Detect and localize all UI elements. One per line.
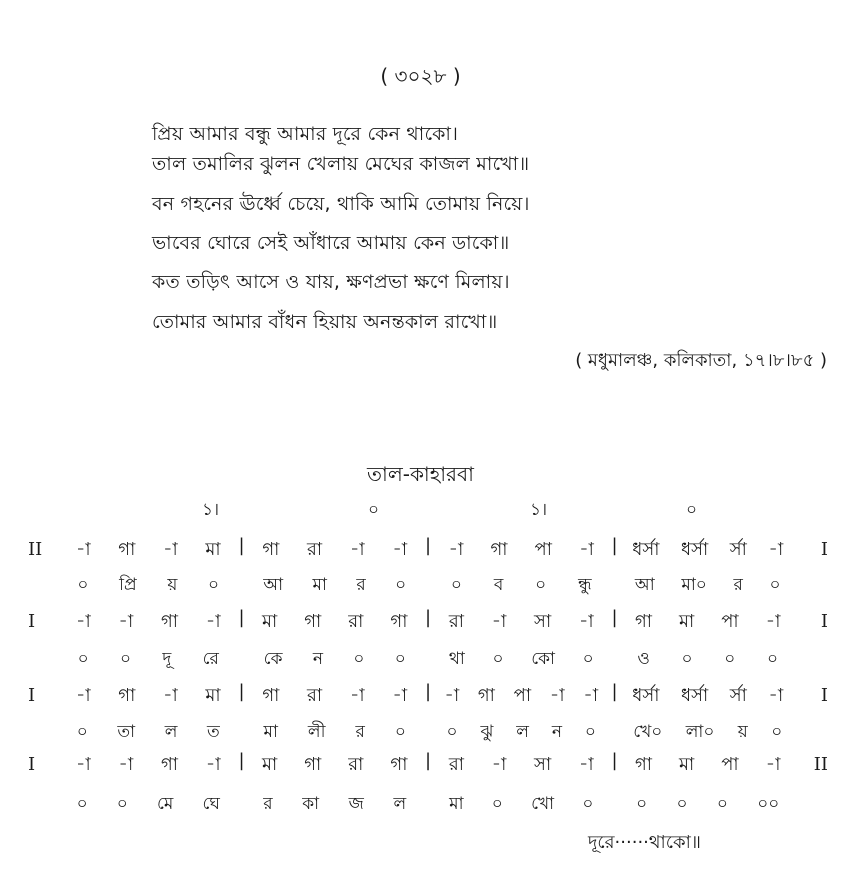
- lyric-syllable: ০: [76, 722, 88, 742]
- beat-separator: |: [424, 681, 432, 702]
- swara-note: গা: [390, 754, 408, 775]
- swara-note: -া: [349, 685, 365, 706]
- beat-group: [622, 572, 795, 600]
- lyric-syllable: ০: [584, 722, 596, 742]
- beat-group: [622, 791, 795, 819]
- beat-group: [62, 750, 235, 781]
- swara-row: [28, 750, 828, 781]
- lyric-syllable: ০: [716, 794, 728, 814]
- lyric-syllable: কো: [531, 649, 555, 669]
- bar-end-mark: II: [813, 754, 828, 775]
- beat-separator: [421, 646, 435, 674]
- beat-separator: [421, 791, 435, 819]
- beat-separator: [235, 646, 249, 674]
- swara-note: গা: [118, 685, 136, 706]
- lyric-syllable: ০: [676, 794, 688, 814]
- lyric-syllable: ঝু: [480, 722, 494, 742]
- swara-note: -া: [579, 539, 594, 560]
- beat-group: [622, 719, 795, 747]
- lyric-syllable: ও: [637, 649, 650, 669]
- lyric-syllable: ০: [120, 649, 132, 669]
- swara-note: ধর্সা: [681, 685, 709, 706]
- beat-group: [435, 646, 608, 674]
- swara-note: -া: [392, 685, 408, 706]
- beat-separator: |: [611, 535, 618, 556]
- swara-note: মা: [262, 754, 278, 775]
- beat-separator: |: [424, 750, 432, 771]
- poem-line: ভাবের ঘোরে সেই আঁধারে আমায় কেন ডাকো॥: [152, 232, 510, 254]
- lyric-syllable: ০: [582, 649, 594, 669]
- lyric-syllable: ০: [394, 722, 406, 742]
- swara-note: গা: [118, 539, 136, 560]
- beat-separator: |: [238, 607, 245, 628]
- lyric-syllable: কে: [263, 649, 283, 669]
- beat-separator: |: [611, 681, 618, 702]
- lyric-syllable: ০: [77, 575, 89, 595]
- lyric-syllable: আ: [634, 575, 655, 595]
- lyric-syllable: খে০: [633, 722, 663, 742]
- swara-note: -া: [162, 539, 178, 560]
- lyric-syllable: ০: [681, 649, 693, 669]
- lyric-syllable: ০: [353, 649, 365, 669]
- lyric-syllable: ০: [116, 794, 128, 814]
- beat-group: [435, 791, 608, 819]
- beat-mark: ০: [368, 500, 380, 520]
- swara-note: -া: [768, 685, 784, 706]
- lyric-syllable: ০: [535, 575, 547, 595]
- swara-note: পা: [721, 611, 739, 632]
- beat-group: [249, 791, 422, 819]
- beat-group: [435, 719, 608, 747]
- swara-note: -া: [768, 539, 784, 560]
- swara-note: -া: [75, 754, 91, 775]
- lyric-syllable: মা: [312, 575, 327, 595]
- beat-separator: [235, 791, 249, 819]
- swara-note: গা: [262, 685, 280, 706]
- lyric-syllable: ০: [446, 722, 458, 742]
- lyric-syllable: ০: [76, 794, 88, 814]
- beat-separator: [608, 572, 622, 600]
- swara-note: গা: [634, 754, 653, 775]
- lyric-syllable: ন: [312, 649, 323, 669]
- swara-note: -া: [491, 754, 507, 775]
- swara-note: -া: [765, 754, 781, 775]
- swara-note: -া: [75, 685, 91, 706]
- swara-note: -া: [448, 539, 464, 560]
- swara-note: গা: [634, 611, 653, 632]
- lyric-syllable: মা: [449, 794, 464, 814]
- swara-note: -া: [205, 754, 221, 775]
- beat-mark: ১।: [530, 500, 548, 520]
- swara-note: -া: [205, 611, 221, 632]
- swara-note: মা: [679, 754, 695, 775]
- beat-group: [62, 572, 235, 600]
- beat-separator: |: [424, 607, 432, 628]
- lyric-syllable: মে: [157, 794, 174, 814]
- swara-note: -া: [765, 611, 781, 632]
- swara-note: মা: [205, 685, 221, 706]
- beat-group: [62, 719, 235, 747]
- swara-note: -া: [392, 539, 408, 560]
- lyric-syllable: তা: [117, 722, 136, 742]
- beat-separator: [608, 791, 622, 819]
- beat-separator: [421, 572, 435, 600]
- lyric-syllable: ০: [767, 649, 779, 669]
- lyric-row: [28, 572, 828, 600]
- page-number: ( ৩০২৮ ): [380, 64, 461, 88]
- swara-note: গা: [304, 611, 322, 632]
- lyric-syllable: ত: [206, 722, 220, 742]
- swara-note: রা: [448, 611, 464, 632]
- poem-line: তোমার আমার বাঁধন হিয়ায় অনন্তকাল রাখো॥: [152, 311, 498, 333]
- swara-row: [28, 607, 828, 638]
- beat-group: [249, 719, 422, 747]
- swara-note: -া: [118, 754, 134, 775]
- lyric-syllable: ০: [491, 794, 503, 814]
- lyric-syllable: লী: [307, 722, 326, 742]
- beat-group: [622, 681, 795, 712]
- lyric-syllable: র: [733, 575, 743, 595]
- beat-separator: |: [238, 750, 245, 771]
- swara-row: [28, 681, 828, 712]
- lyric-syllable: মা: [263, 722, 278, 742]
- lyric-syllable: থা: [448, 649, 465, 669]
- swara-note: -া: [444, 685, 460, 706]
- swara-note: ধর্সা: [632, 539, 660, 560]
- swara-note: -া: [349, 539, 365, 560]
- swara-note: র্সা: [729, 539, 747, 560]
- beat-separator: |: [611, 750, 618, 771]
- swara-note: -া: [583, 685, 599, 706]
- beat-group: [62, 791, 235, 819]
- beat-separator: [608, 719, 622, 747]
- tala-title: তাল-কাহারবা: [367, 462, 474, 486]
- lyric-syllable: প্রি: [119, 575, 137, 595]
- swara-note: -া: [491, 611, 507, 632]
- swara-note: রা: [307, 539, 323, 560]
- beat-group: [62, 535, 235, 566]
- poem-line: প্রিয় আমার বন্ধু আমার দূরে কেন থাকো।: [152, 123, 459, 145]
- beat-separator: [235, 719, 249, 747]
- swara-note: গা: [304, 754, 322, 775]
- lyric-syllable: ০: [582, 794, 594, 814]
- beat-separator: [235, 572, 249, 600]
- lyric-syllable: ঘে: [202, 794, 220, 814]
- lyric-syllable: জ: [348, 794, 364, 814]
- swara-note: গা: [262, 539, 280, 560]
- lyric-syllable: ০: [450, 575, 462, 595]
- bar-end-mark: I: [820, 685, 828, 706]
- lyric-syllable: ০: [395, 575, 407, 595]
- beat-group: [249, 646, 422, 674]
- bar-end-mark: I: [820, 539, 828, 560]
- poem-line: বন গহনের ঊর্ধ্বে চেয়ে, থাকি আমি তোমায় নিয়ে।: [152, 193, 530, 215]
- lyric-row: [28, 791, 828, 819]
- swara-note: গা: [490, 539, 508, 560]
- beat-group: [62, 607, 235, 638]
- swara-note: ধর্সা: [681, 539, 709, 560]
- swara-note: পা: [721, 754, 739, 775]
- lyric-syllable: ০: [394, 649, 406, 669]
- lyric-syllable: র: [263, 794, 273, 814]
- lyric-syllable: র: [356, 575, 366, 595]
- beat-group: [622, 535, 795, 566]
- swara-note: গা: [160, 611, 179, 632]
- beat-group: [249, 750, 422, 781]
- beat-mark: ০: [686, 500, 698, 520]
- beat-group: [62, 681, 235, 712]
- poem-source: ( মধুমালঞ্চ, কলিকাতা, ১৭।৮।৮৫ ): [575, 350, 827, 371]
- swara-note: -া: [578, 754, 594, 775]
- lyric-syllable: আ: [263, 575, 284, 595]
- lyric-syllable: ০: [492, 649, 504, 669]
- swara-note: পা: [534, 539, 552, 560]
- beat-separator: |: [238, 681, 245, 702]
- swara-note: রা: [307, 685, 323, 706]
- beat-group: [435, 607, 608, 638]
- swara-note: রা: [448, 754, 464, 775]
- lyric-syllable: ব: [493, 575, 504, 595]
- swara-note: রা: [348, 611, 364, 632]
- bar-start-mark: I: [28, 754, 36, 775]
- swara-note: মা: [679, 611, 695, 632]
- beat-separator: [421, 719, 435, 747]
- swara-note: গা: [160, 754, 179, 775]
- lyric-syllable: য়: [167, 575, 178, 595]
- swara-note: গা: [390, 611, 408, 632]
- beat-group: [62, 646, 235, 674]
- swara-note: -া: [549, 685, 565, 706]
- swara-note: -া: [118, 611, 134, 632]
- bar-end-mark: I: [820, 611, 828, 632]
- swara-note: -া: [75, 611, 91, 632]
- swara-row: [28, 535, 828, 566]
- beat-group: [249, 572, 422, 600]
- swara-note: ধর্সা: [632, 685, 660, 706]
- beat-group: [435, 572, 608, 600]
- beat-group: [622, 646, 795, 674]
- lyric-syllable: ন্ধু: [578, 575, 592, 595]
- beat-group: [435, 535, 608, 566]
- swara-note: মা: [262, 611, 278, 632]
- bar-start-mark: II: [28, 539, 43, 560]
- lyric-syllable: ল: [516, 722, 529, 742]
- beat-mark: ১।: [202, 500, 220, 520]
- lyric-syllable: ন: [551, 722, 562, 742]
- lyric-syllable: ০০: [757, 794, 780, 814]
- poem-line: কত তড়িৎ আসে ও যায়, ক্ষণপ্রভা ক্ষণে মিলায়।: [152, 271, 510, 293]
- lyric-row: [28, 646, 828, 674]
- beat-group: [249, 607, 422, 638]
- swara-note: মা: [205, 539, 221, 560]
- lyric-syllable: ০: [771, 722, 783, 742]
- beat-group: [435, 681, 608, 712]
- lyric-syllable: খো: [531, 794, 555, 814]
- beat-separator: [608, 646, 622, 674]
- swara-note: -া: [75, 539, 91, 560]
- lyric-syllable: র: [355, 722, 365, 742]
- closing-refrain: দূরে······থাকো॥: [587, 832, 701, 853]
- lyric-syllable: লা০: [685, 722, 715, 742]
- lyric-syllable: মা০: [681, 575, 707, 595]
- swara-note: র্সা: [729, 685, 747, 706]
- lyric-syllable: ০: [77, 649, 89, 669]
- beat-group: [622, 750, 795, 781]
- lyric-syllable: ল: [393, 794, 407, 814]
- bar-start-mark: I: [28, 611, 36, 632]
- lyric-syllable: রে: [202, 649, 219, 669]
- bar-start-mark: I: [28, 685, 36, 706]
- lyric-syllable: কা: [302, 794, 320, 814]
- beat-group: [622, 607, 795, 638]
- swara-note: পা: [513, 685, 532, 706]
- lyric-syllable: দূ: [162, 649, 172, 669]
- lyric-syllable: য়: [737, 722, 748, 742]
- beat-separator: |: [611, 607, 618, 628]
- beat-group: [435, 750, 608, 781]
- poem-line: তাল তমালির ঝুলন খেলায় মেঘের কাজল মাখো॥: [152, 153, 530, 175]
- swara-note: সা: [534, 611, 552, 632]
- lyric-syllable: ০: [636, 794, 648, 814]
- lyric-syllable: ল: [164, 722, 178, 742]
- beat-group: [249, 535, 422, 566]
- lyric-row: [28, 719, 828, 747]
- swara-note: -া: [162, 685, 178, 706]
- lyric-syllable: ০: [769, 575, 781, 595]
- beat-group: [249, 681, 422, 712]
- swara-note: সা: [534, 754, 552, 775]
- beat-separator: |: [424, 535, 432, 556]
- swara-note: গা: [477, 685, 495, 706]
- lyric-syllable: ০: [208, 575, 220, 595]
- swara-note: রা: [348, 754, 364, 775]
- swara-note: -া: [578, 611, 594, 632]
- lyric-syllable: ০: [724, 649, 736, 669]
- beat-separator: |: [238, 535, 245, 556]
